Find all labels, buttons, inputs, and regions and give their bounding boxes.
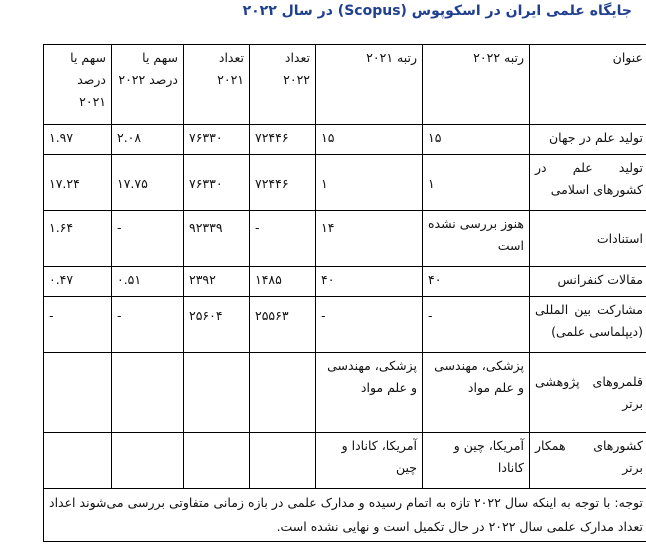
cell-share-2021: ۱.۶۴ bbox=[44, 211, 112, 267]
cell-rank-2021: پزشکی، مهندسی و علم مواد bbox=[316, 353, 423, 433]
cell-share-2021: ۰.۴۷ bbox=[44, 267, 112, 297]
cell-count-2022: ۱۴۸۵ bbox=[250, 267, 316, 297]
cell-share-2021: - bbox=[44, 297, 112, 353]
cell-share-2022: - bbox=[112, 211, 184, 267]
cell-rank-2022: ۱۵ bbox=[423, 125, 530, 155]
table-row bbox=[44, 353, 646, 433]
cell-rank-2022: - bbox=[423, 297, 530, 353]
cell-rank-2022: ۱ bbox=[423, 155, 530, 211]
cell-count-2022: ۷۲۴۴۶ bbox=[250, 155, 316, 211]
cell-rank-2021: ۴۰ bbox=[316, 267, 423, 297]
cell-count-2021 bbox=[184, 353, 250, 433]
note-row bbox=[44, 489, 646, 542]
cell-share-2022: ۱۷.۷۵ bbox=[112, 155, 184, 211]
cell-share-2021 bbox=[44, 353, 112, 433]
row-title: تولید علم در جهان bbox=[530, 125, 646, 155]
header-count-2021: تعداد ۲۰۲۱ bbox=[184, 45, 250, 125]
row-title: مشارکت بین المللی (دیپلماسی علمی) bbox=[530, 297, 646, 353]
row-title: استنادات bbox=[530, 211, 646, 267]
header-share-2021: سهم یا درصد ۲۰۲۱ bbox=[44, 45, 112, 125]
table-header-row bbox=[44, 45, 646, 125]
table-row bbox=[44, 155, 646, 211]
cell-rank-2021: ۱۵ bbox=[316, 125, 423, 155]
row-title: کشورهای همکار برتر bbox=[530, 433, 646, 489]
row-title: تولید علم در کشورهای اسلامی bbox=[530, 155, 646, 211]
cell-count-2021: ۲۳۹۲ bbox=[184, 267, 250, 297]
cell-share-2021: ۱.۹۷ bbox=[44, 125, 112, 155]
table-row bbox=[44, 125, 646, 155]
header-title: عنوان bbox=[530, 45, 646, 125]
row-title: مقالات کنفرانس bbox=[530, 267, 646, 297]
table-row bbox=[44, 267, 646, 297]
cell-share-2022 bbox=[112, 353, 184, 433]
cell-rank-2021: ۱ bbox=[316, 155, 423, 211]
cell-share-2022: - bbox=[112, 297, 184, 353]
cell-share-2021 bbox=[44, 433, 112, 489]
header-count-2022: تعداد ۲۰۲۲ bbox=[250, 45, 316, 125]
table-row bbox=[44, 297, 646, 353]
table-row bbox=[44, 433, 646, 489]
cell-count-2021: ۲۵۶۰۴ bbox=[184, 297, 250, 353]
header-share-2022: سهم یا درصد ۲۰۲۲ bbox=[112, 45, 184, 125]
cell-rank-2021: ۱۴ bbox=[316, 211, 423, 267]
table-row bbox=[44, 211, 646, 267]
cell-share-2021: ۱۷.۲۴ bbox=[44, 155, 112, 211]
cell-count-2022 bbox=[250, 353, 316, 433]
cell-count-2021: ۷۶۳۳۰ bbox=[184, 155, 250, 211]
page-title: جایگاه علمی ایران در اسکوپوس (Scopus) در سال ۲۰۲۲ bbox=[242, 3, 632, 19]
note-text: توجه: با توجه به اینکه سال ۲۰۲۲ تازه به اتمام رسیده و مدارک علمی در بازه زمانی متفاوتی بررسی می‌شوند اعداد تعداد مدارک علمی سال ۲۰۲۲ در حال تکمیل است و نهایی نشده است. bbox=[44, 489, 646, 542]
cell-count-2021 bbox=[184, 433, 250, 489]
row-title: قلمروهای پژوهشی برتر bbox=[530, 353, 646, 433]
cell-count-2021: ۷۶۳۳۰ bbox=[184, 125, 250, 155]
cell-rank-2021: آمریکا، کانادا و چین bbox=[316, 433, 423, 489]
cell-rank-2022: هنوز بررسی نشده است bbox=[423, 211, 530, 267]
cell-count-2022: ۷۲۴۴۶ bbox=[250, 125, 316, 155]
cell-rank-2022: ۴۰ bbox=[423, 267, 530, 297]
cell-share-2022: ۰.۵۱ bbox=[112, 267, 184, 297]
cell-share-2022: ۲.۰۸ bbox=[112, 125, 184, 155]
scopus-table bbox=[43, 44, 646, 542]
header-rank-2022: رتبه ۲۰۲۲ bbox=[423, 45, 530, 125]
cell-share-2022 bbox=[112, 433, 184, 489]
cell-rank-2022: آمریکا، چین و کانادا bbox=[423, 433, 530, 489]
cell-count-2021: ۹۲۳۳۹ bbox=[184, 211, 250, 267]
cell-count-2022: ۲۵۵۶۳ bbox=[250, 297, 316, 353]
cell-rank-2022: پزشکی، مهندسی و علم مواد bbox=[423, 353, 530, 433]
header-rank-2021: رتبه ۲۰۲۱ bbox=[316, 45, 423, 125]
cell-count-2022 bbox=[250, 433, 316, 489]
cell-rank-2021: - bbox=[316, 297, 423, 353]
cell-count-2022: - bbox=[250, 211, 316, 267]
